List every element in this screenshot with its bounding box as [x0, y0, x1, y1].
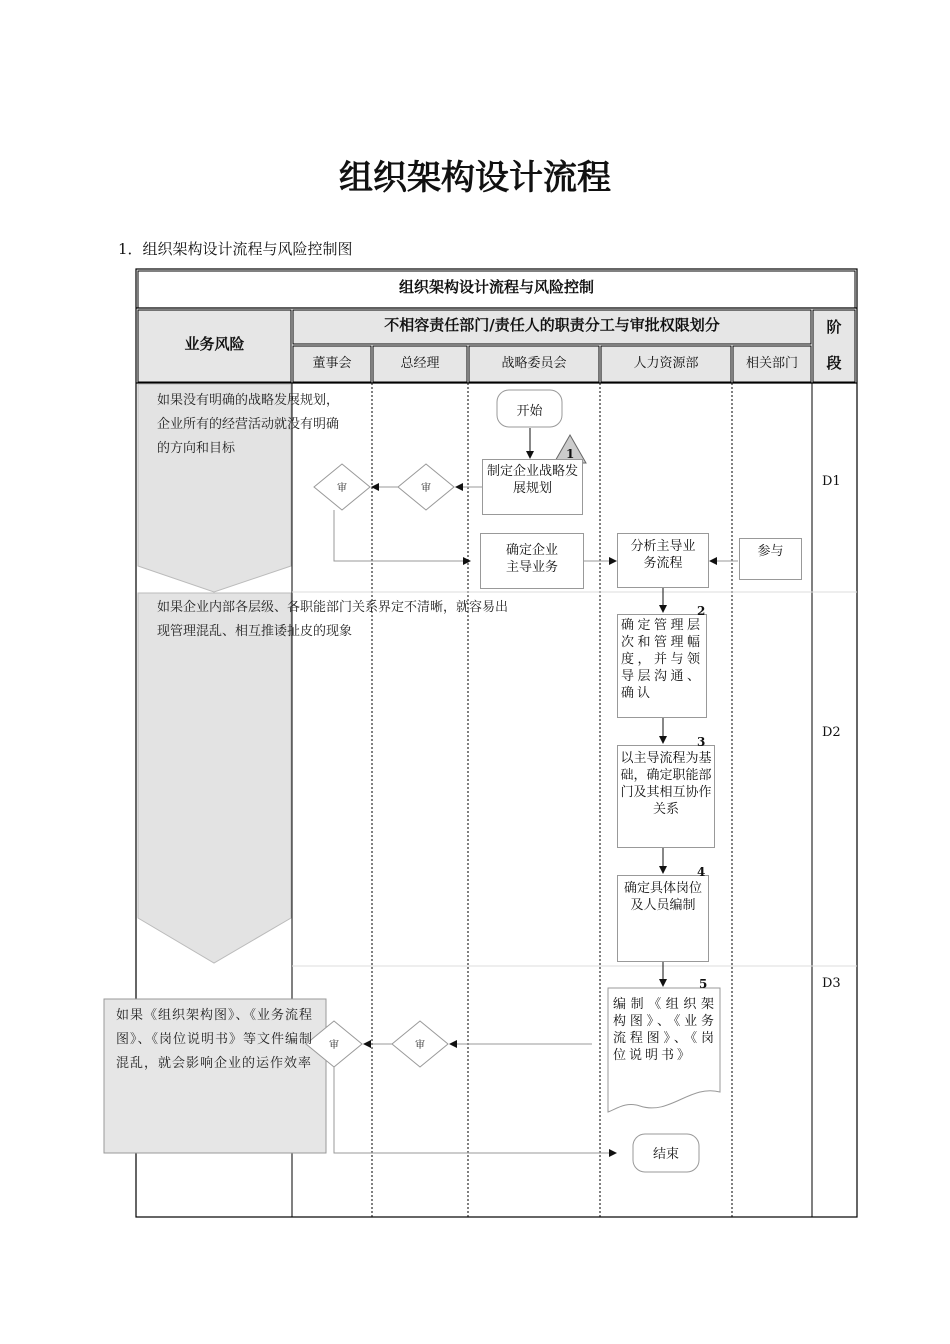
strategy-plan-box: 制定企业战略发展规划: [482, 459, 583, 515]
page-title: 组织架构设计流程: [339, 158, 611, 198]
risk-text-3: 如果《组织架构图》、《业务流程图》、《岗位说明书》等文件编制混乱，就会影响企业的运作效率: [116, 1008, 314, 1071]
lane-strategy-committee: 战略委员会: [501, 356, 567, 371]
approve-label-board: 审: [329, 1040, 339, 1051]
participate-box: 参与: [739, 538, 802, 580]
departments-box: 以主导流程为基础，确定职能部门及其相互协作关系: [617, 745, 715, 848]
lane-general-manager: 总经理: [400, 356, 440, 371]
stage-d2: D2: [822, 725, 841, 740]
risk-chevron-2: [138, 593, 291, 963]
lane-related-depts: 相关部门: [745, 356, 798, 371]
stage-d1: D1: [822, 474, 841, 489]
risk-header: 业务风险: [184, 335, 245, 353]
stage-header-top: 阶: [826, 318, 842, 336]
table-title: 组织架构设计流程与风险控制: [398, 278, 594, 296]
step-number-1: 1: [566, 447, 575, 461]
review-label-board: 审: [337, 483, 347, 494]
duty-header: 不相容责任部门/责任人的职责分工与审批权限划分: [384, 316, 720, 334]
review-label-gm: 审: [421, 483, 431, 494]
lane-board: 董事会: [312, 356, 352, 371]
risk-text-2: 如果企业内部各层级、各职能部门关系界定不清晰，就容易出现管理混乱、相互推诿扯皮的现象: [157, 600, 509, 639]
mgmt-levels-box: 确定管理层次和管理幅度，并与领导层沟通、确认: [617, 614, 707, 718]
end-label: 结束: [652, 1147, 679, 1162]
stage-header-bottom: 段: [826, 354, 842, 372]
risk-text-1: 如果没有明确的战略发展规划，企业所有的经营活动就没有明确的方向和目标: [157, 393, 340, 456]
lane-hr: 人力资源部: [633, 356, 699, 371]
approve-label-gm: 审: [415, 1040, 425, 1051]
step-number-2: 2: [697, 604, 706, 618]
step-number-3: 3: [697, 735, 706, 749]
step-number-5: 5: [699, 977, 708, 991]
stage-d3: D3: [822, 976, 841, 991]
start-label: 开始: [516, 404, 543, 419]
section-heading: 1．组织架构设计流程与风险控制图: [118, 240, 353, 258]
step-number-4: 4: [697, 865, 706, 879]
main-business-box: 确定企业主导业务: [480, 533, 584, 589]
positions-box: 确定具体岗位及人员编制: [617, 875, 709, 962]
compile-docs-label: 编制《组织架构图》、《业务流程图》、《岗位说明书》: [613, 997, 717, 1063]
analyze-flow-box: 分析主导业务流程: [617, 533, 709, 588]
